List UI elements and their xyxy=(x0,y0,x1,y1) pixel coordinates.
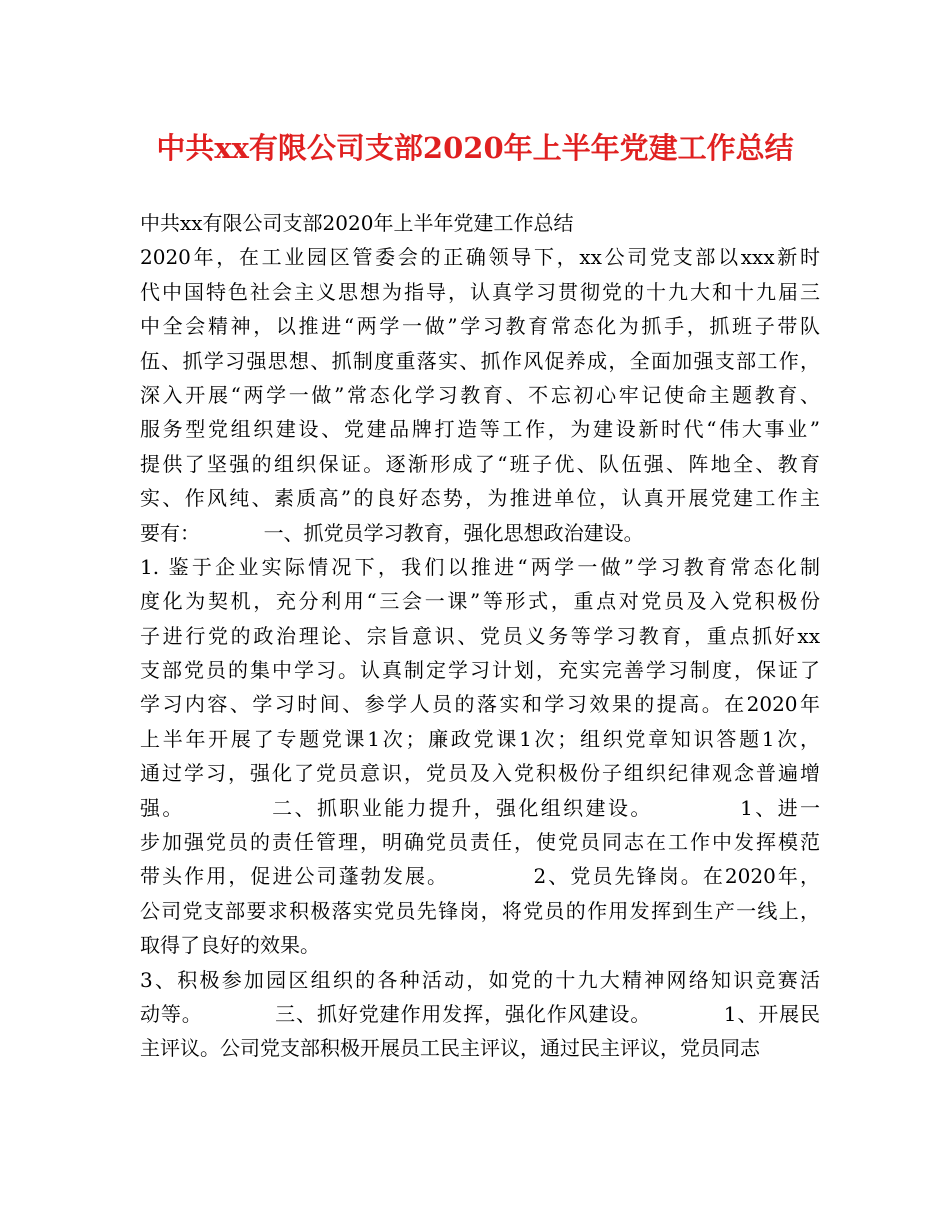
body-line: 学习内容、学习时间、参学人员的落实和学习效果的提高。在2020年 xyxy=(140,692,820,717)
body-line: 中全会精神，以推进“两学一做”学习教育常态化为抓手，抓班子带队 xyxy=(140,314,820,339)
body-line: 深入开展“两学一做”常态化学习教育、不忘初心牢记使命主题教育、 xyxy=(140,382,820,407)
body-line: 带头作用，促进公司蓬勃发展。 2、党员先锋岗。在2020年， xyxy=(140,864,820,889)
body-line: 提供了坚强的组织保证。逐渐形成了“班子优、队伍强、阵地全、教育 xyxy=(140,451,820,476)
body-line: 实、作风纯、素质高”的良好态势，为推进单位，认真开展党建工作主 xyxy=(140,486,820,511)
body-line: 伍、抓学习强思想、抓制度重落实、抓作风促养成，全面加强支部工作， xyxy=(140,348,820,373)
body-line: 服务型党组织建设、党建品牌打造等工作，为建设新时代“伟大事业” xyxy=(140,417,820,442)
body-line: 通过学习，强化了党员意识，党员及入党积极份子组织纪律观念普遍增 xyxy=(140,761,820,786)
body-line: 公司党支部要求积极落实党员先锋岗，将党员的作用发挥到生产一线上， xyxy=(140,898,820,923)
document-body xyxy=(140,206,820,1066)
body-line: 代中国特色社会主义思想为指导，认真学习贯彻党的十九大和十九届三 xyxy=(140,279,820,304)
body-line: 1. 鉴于企业实际情况下，我们以推进“两学一做”学习教育常态化制 xyxy=(140,554,820,579)
body-line: 上半年开展了专题党课1次；廉政党课1次；组织党章知识答题1次， xyxy=(140,726,820,751)
body-line: 子进行党的政治理论、宗旨意识、党员义务等学习教育，重点抓好xx xyxy=(140,623,820,648)
document-title: 中共xx有限公司支部2020年上半年党建工作总结 xyxy=(156,131,794,165)
body-line: 2020年，在工业园区管委会的正确领导下，xx公司党支部以xxx新时 xyxy=(140,245,820,270)
body-line: 3、积极参加园区组织的各种活动，如党的十九大精神网络知识竞赛活 xyxy=(140,967,820,992)
body-line: 强。 二、抓职业能力提升，强化组织建设。 1、进一 xyxy=(140,795,820,820)
body-line: 取得了良好的效果。 xyxy=(140,933,320,958)
body-line: 支部党员的集中学习。认真制定学习计划，充实完善学习制度，保证了 xyxy=(140,658,820,683)
body-line: 度化为契机，充分利用“三会一课”等形式，重点对党员及入党积极份 xyxy=(140,589,820,614)
body-line: 步加强党员的责任管理，明确党员责任，使党员同志在工作中发挥模范 xyxy=(140,830,820,855)
body-line: 要有： 一、抓党员学习教育，强化思想政治建设。 xyxy=(140,520,644,545)
body-line: 动等。 三、抓好党建作用发挥，强化作风建设。 1、开展民 xyxy=(140,1001,820,1026)
body-line: 中共xx有限公司支部2020年上半年党建工作总结 xyxy=(140,211,574,235)
body-line: 主评议。公司党支部积极开展员工民主评议，通过民主评议，党员同志 xyxy=(140,1036,760,1061)
